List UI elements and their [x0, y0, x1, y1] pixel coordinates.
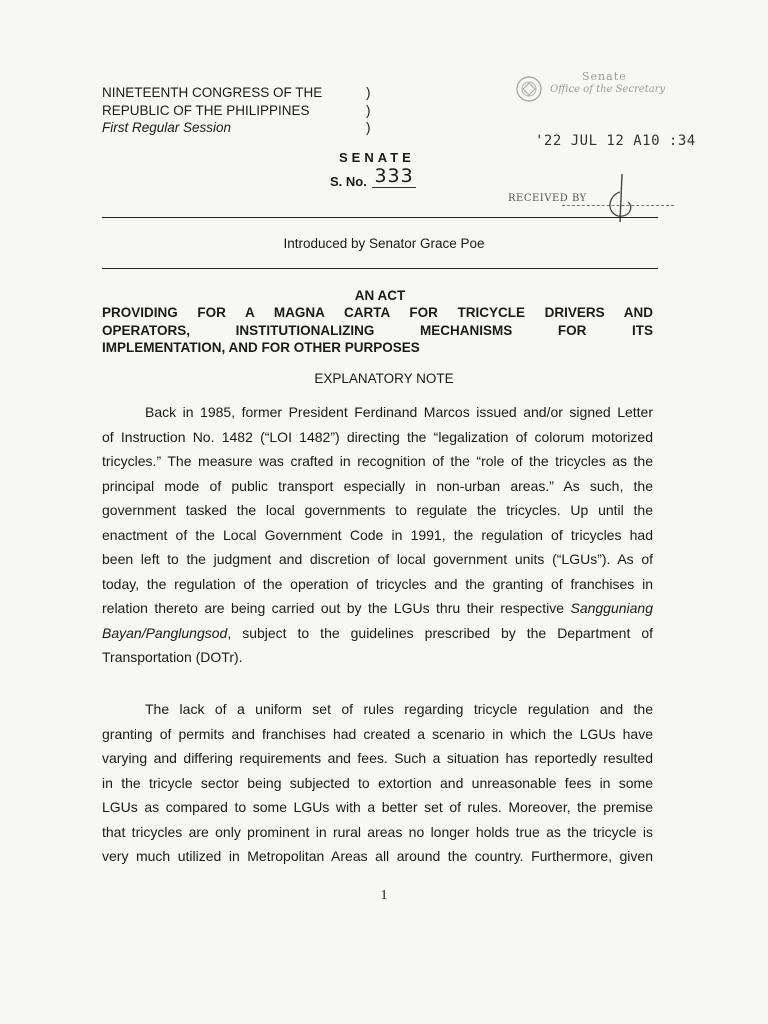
italic-term-sangguniang: Sangguniang	[570, 600, 654, 616]
p1-line-2: of Instruction No. 1482 (“LOI 1482”) directing the “legalization of colorum motorized	[102, 428, 653, 445]
paragraph-2	[102, 697, 653, 869]
senate-seal-icon	[512, 74, 546, 104]
bill-number-prefix: S. No.	[330, 174, 367, 189]
title-line-2: OPERATORS, INSTITUTIONALIZING MECHANISMS FOR ITS	[102, 322, 653, 338]
congress-header	[102, 84, 322, 137]
act-title	[102, 304, 653, 357]
header-parentheses	[366, 84, 371, 137]
p2-line-2: granting of permits and franchises had created a scenario in which the LGUs have	[102, 725, 653, 742]
paragraph-1	[102, 400, 653, 670]
paren-1: )	[366, 85, 371, 100]
paren-2: )	[366, 102, 371, 118]
title-line-1: PROVIDING FOR A MAGNA CARTA FOR TRICYCLE DRIVERS AND	[102, 305, 653, 320]
p2-line-7: very much utilized in Metropolitan Areas all around the country. Furthermore, given	[102, 848, 653, 864]
signature-mark-icon	[600, 172, 640, 228]
bill-number: 333	[374, 165, 414, 187]
p1-line-3: tricycles.” The measure was crafted in recognition of the “role of the tricycles as the	[102, 453, 653, 469]
congress-line-2: REPUBLIC OF THE PHILIPPINES	[102, 102, 310, 118]
page-number: 1	[380, 888, 388, 903]
congress-line-1: NINETEENTH CONGRESS OF THE	[102, 85, 323, 100]
p1-line-10-text: Bayan/Panglungsod, subject to the guidelines prescribed by the Department of	[102, 624, 653, 641]
p1-line-1: Back in 1985, former President Ferdinand Marcos issued and/or signed Letter	[145, 404, 653, 420]
p1-line-4: principal mode of public transport especially in non-urban areas.” As such, the	[102, 477, 653, 494]
act-heading: AN ACT	[354, 288, 406, 303]
p1-line-6: enactment of the Local Government Code in 1991, the regulation of tricycles had	[102, 526, 653, 543]
bill-number-line	[330, 165, 416, 192]
title-line-3: IMPLEMENTATION, AND FOR OTHER PURPOSES	[102, 340, 420, 355]
senate-label: SENATE	[339, 150, 415, 165]
p1-line-11: Transportation (DOTr).	[102, 649, 243, 665]
stamp-line-1: Senate	[582, 70, 627, 83]
session-line: First Regular Session	[102, 120, 232, 135]
p1-line-5: government tasked the local governments to regulate the tricycles. Up until the	[102, 502, 653, 518]
p1-line-8: today, the regulation of the operation of tricycles and the granting of franchises in	[102, 575, 653, 592]
introduced-by: Introduced by Senator Grace Poe	[283, 236, 485, 251]
p2-line-6: that tricycles are only prominent in rural areas no longer holds true as the tricycle is	[102, 823, 653, 840]
stamp-line-2: Office of the Secretary	[550, 84, 666, 95]
p2-line-5: LGUs as compared to some LGUs with a better set of rules. Moreover, the premise	[102, 799, 653, 815]
p2-line-4: in the tricycle sector being subjected to extortion and unreasonable fees in some	[102, 774, 653, 791]
paren-3: )	[366, 120, 371, 135]
p1-line-9-text: relation thereto are being carried out by the LGUs thru their respective	[102, 600, 565, 616]
senate-receiving-stamp	[512, 70, 672, 110]
date-time-stamp: '22 JUL 12 A10 :34	[535, 133, 696, 149]
explanatory-note-heading: EXPLANATORY NOTE	[314, 371, 454, 386]
bottom-divider	[102, 268, 658, 269]
p2-line-3: varying and differing requirements and fees. Such a situation has reportedly resulted	[102, 750, 653, 766]
p1-line-7: been left to the judgment and discretion of local government units (“LGUs”). As of	[102, 551, 653, 567]
top-divider	[102, 217, 658, 218]
p2-line-1: The lack of a uniform set of rules regarding tricycle regulation and the	[145, 701, 653, 717]
p1-line-10	[102, 621, 653, 646]
received-by-label: RECEIVED BY	[508, 193, 587, 204]
p1-line-9	[102, 596, 653, 621]
